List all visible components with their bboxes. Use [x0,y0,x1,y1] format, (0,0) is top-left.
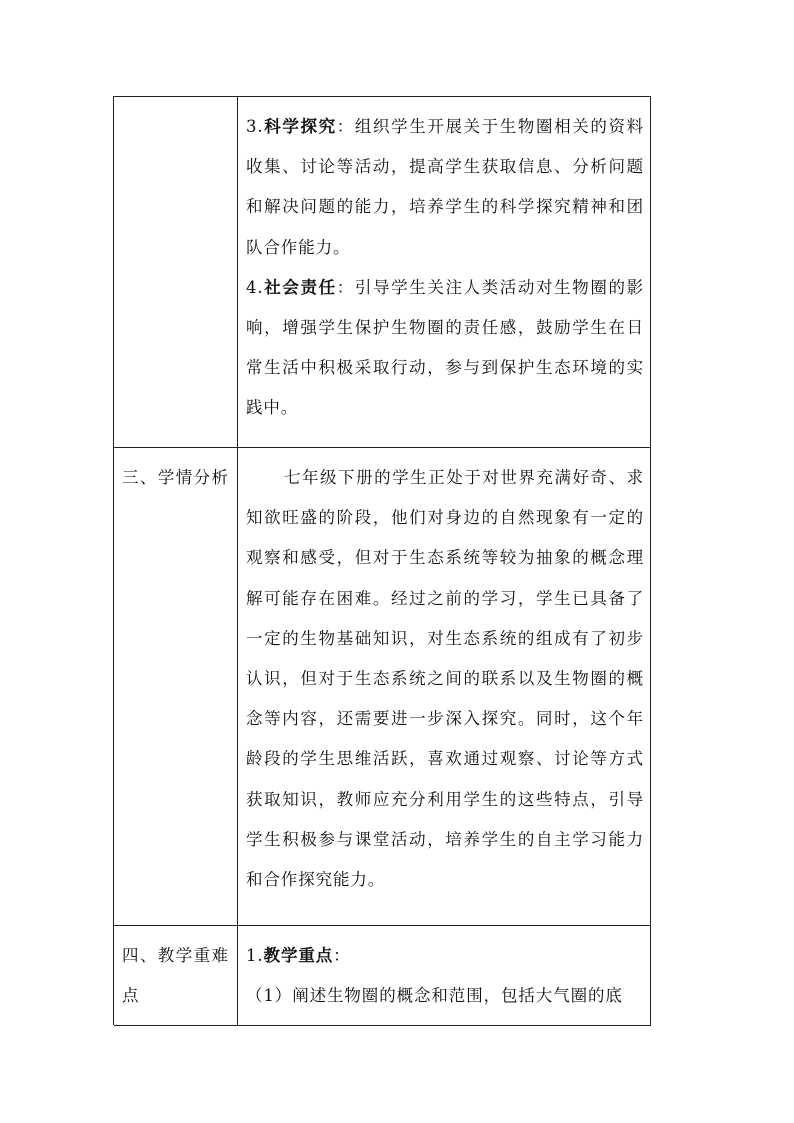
row-content-cell [238,926,651,1025]
social-responsibility-paragraph [246,268,644,429]
item-separator: ： [336,117,355,136]
row-label: 三、学情分析 [122,468,230,487]
lesson-plan-table [113,96,651,1025]
item-number: 4. [246,277,264,297]
item-number: 1. [246,946,264,965]
row-label-cell [114,97,238,447]
item-text: 引导学生关注人类活动对生物圈的影响，增强学生保护生物圈的责任感，鼓励学生在日常生活中积极采取行动，参与到保护生态环境的实践中。 [246,277,644,418]
item-separator: ： [333,946,351,965]
row-content-cell [238,448,651,925]
row-label-cell [114,448,238,925]
table-row-core-literacy [114,97,651,448]
science-inquiry-paragraph [246,107,644,268]
item-heading: 教学重点 [263,946,334,965]
item-heading: 社会责任 [263,277,337,297]
item-number: 3. [246,117,264,136]
item-text: 组织学生开展关于生物圈相关的资料收集、讨论等活动，提高学生获取信息、分析问题和解决问题的能力，培养学生的科学探究精神和团队合作能力。 [246,117,644,257]
row-content-cell [238,97,651,447]
teaching-focus-heading [246,936,644,976]
item-separator: ： [336,277,355,297]
table-row-student-analysis [114,448,651,926]
item-heading: 科学探究 [263,117,337,136]
teaching-focus-item: （1）阐述生物圈的概念和范围，包括大气圈的底 [246,986,623,1006]
row-label: 四、教学重难点 [122,946,230,1006]
table-row-key-difficulties [114,926,651,1026]
student-analysis-paragraph: 七年级下册的学生正处于对世界充满好奇、求知欲旺盛的阶段，他们对身边的自然现象有一定的观察和感受，但对于生态系统等较为抽象的概念理解可能存在困难。经过之前的学习，学生已具备了一定的生物基础知识，对生态系统的组成有了初步认识，但对于生态系统之间的联系以及生物圈的概念等内容，还需要进一步深入探究。同时，这个年龄段的学生思维活跃，喜欢通过观察、讨论等方式获取知识，教师应充分利用学生的这些特点，引导学生积极参与课堂活动，培养学生的自主学习能力和合作探究能力。 [246,468,644,890]
row-label-cell [114,926,238,1025]
